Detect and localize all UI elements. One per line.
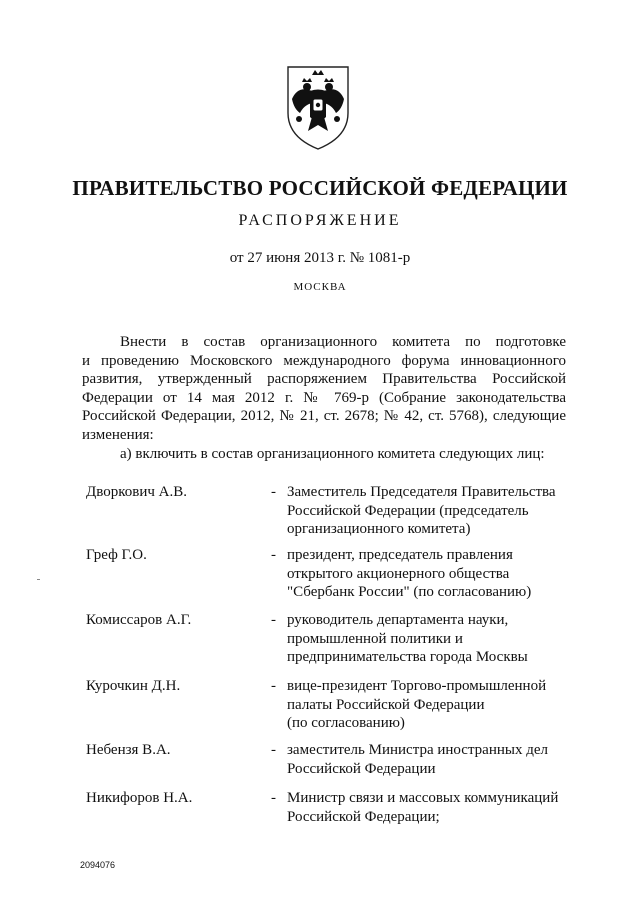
member-dash: -: [271, 484, 276, 500]
role-line: промышленной политики и: [287, 630, 463, 647]
coat-of-arms-icon: [268, 55, 368, 155]
member-dash: -: [271, 742, 276, 758]
member-name: Дворкович А.В.: [86, 484, 187, 500]
intro-line: Внести в состав организационного комитета по подготовке: [120, 334, 566, 350]
member-dash: -: [271, 678, 276, 694]
member-role: [287, 546, 577, 602]
member-role: [287, 611, 577, 667]
document-city: МОСКВА: [293, 281, 347, 293]
document-date-number: от 27 июня 2013 г. № 1081-р: [229, 250, 411, 266]
member-dash: -: [271, 790, 276, 806]
role-line: президент, председатель правления: [287, 547, 513, 563]
footer-code: 2094076: [80, 860, 116, 870]
intro-line: Российской Федерации, 2012, № 21, ст. 2678; № 42, ст. 5768), следующие: [82, 408, 566, 424]
intro-line: и проведению Московского международного форума инновационного: [82, 352, 566, 369]
intro-line: изменения:: [82, 426, 154, 443]
member-role: [287, 483, 577, 539]
member-name: Небензя В.А.: [86, 742, 171, 758]
role-line: Министр связи и массовых коммуникаций: [287, 790, 559, 806]
role-line: организационного комитета): [287, 521, 471, 537]
member-role: [287, 741, 577, 778]
intro-line: развития, утвержденный распоряжением Правительства Российской: [82, 371, 566, 387]
role-line: вице-президент Торгово-промышленной: [287, 678, 547, 694]
role-line: "Сбербанк России" (по согласованию): [287, 584, 532, 600]
member-name: Курочкин Д.Н.: [86, 678, 181, 694]
intro-line: Федерации от 14 мая 2012 г. № 769-р (Собрание законодательства: [82, 389, 566, 406]
role-line: Российской Федерации: [287, 760, 436, 777]
member-dash: -: [271, 547, 276, 563]
government-title: ПРАВИТЕЛЬСТВО РОССИЙСКОЙ ФЕДЕРАЦИИ: [72, 176, 568, 200]
role-line: (по согласованию): [287, 715, 405, 731]
role-line: заместитель Министра иностранных дел: [287, 742, 548, 758]
role-line: палаты Российской Федерации: [287, 696, 485, 713]
intro-paragraph: [82, 333, 566, 444]
margin-mark: [37, 579, 40, 580]
role-line: Российской Федерации;: [287, 808, 440, 825]
role-line: Российской Федерации (председатель: [287, 502, 529, 519]
document-type: РАСПОРЯЖЕНИЕ: [238, 212, 402, 229]
member-dash: -: [271, 612, 276, 628]
role-line: предпринимательства города Москвы: [287, 649, 528, 665]
role-line: Заместитель Председателя Правительства: [287, 484, 556, 500]
member-name: Греф Г.О.: [86, 547, 147, 563]
member-name: Никифоров Н.А.: [86, 790, 193, 806]
member-name: Комиссаров А.Г.: [86, 612, 192, 628]
member-role: [287, 677, 577, 733]
member-role: [287, 789, 577, 826]
role-line: руководитель департамента науки,: [287, 612, 509, 628]
role-line: открытого акционерного общества: [287, 565, 510, 582]
subpoint-a: а) включить в состав организационного комитета следующих лиц:: [120, 446, 545, 462]
